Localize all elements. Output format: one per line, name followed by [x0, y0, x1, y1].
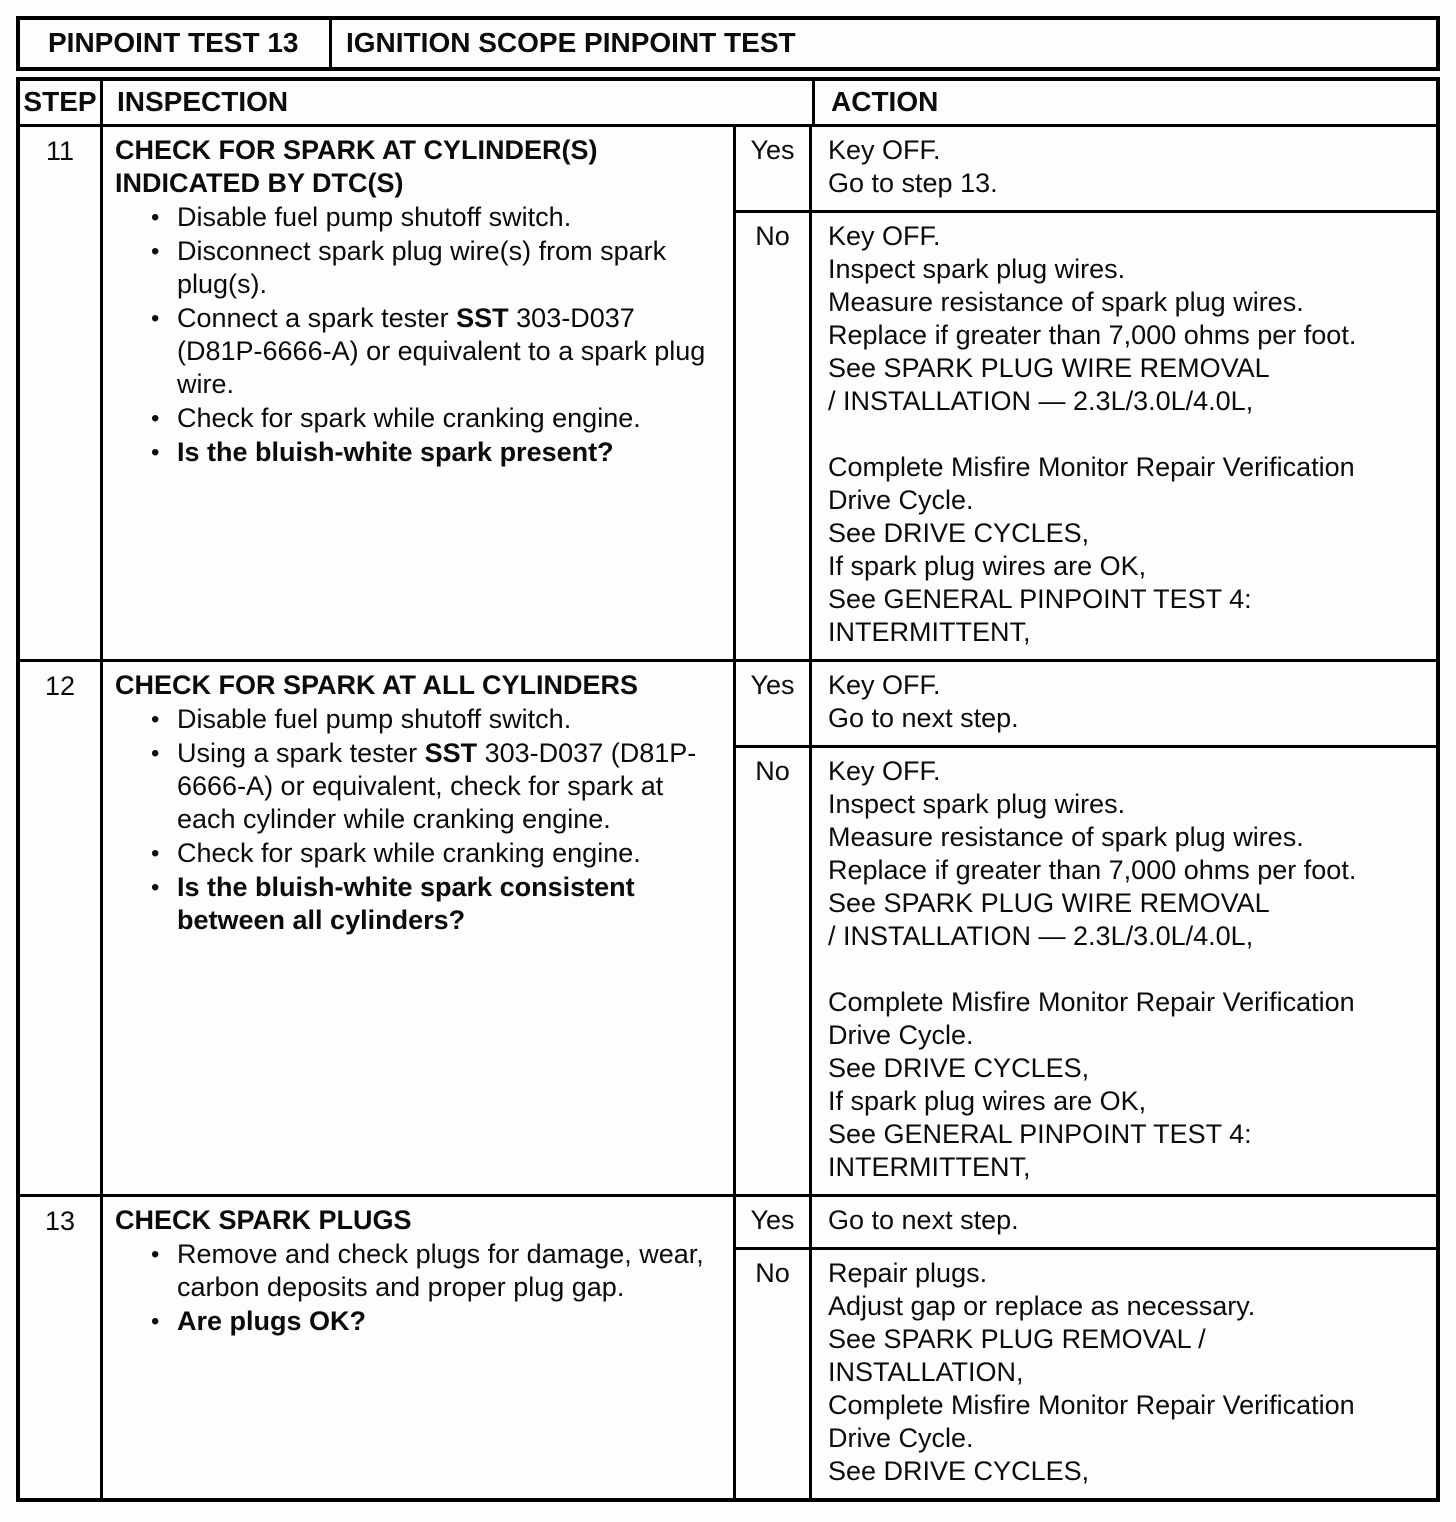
bullet-item [115, 871, 719, 937]
step-row [20, 1194, 1436, 1498]
outcome-row [736, 127, 1436, 210]
action-column-header: ACTION [831, 86, 939, 117]
answer-cell: Yes [736, 662, 812, 745]
action-line: INTERMITTENT, [828, 1152, 1031, 1182]
bullet-text: Disable fuel pump shutoff switch. [177, 202, 572, 232]
bullet-item [115, 402, 719, 435]
bullet-icon: • [151, 840, 160, 867]
bullet-icon: • [151, 305, 160, 332]
bullet-icon: • [151, 740, 160, 767]
action-line [828, 953, 1426, 986]
bullet-list [115, 1238, 719, 1338]
action-cell [812, 1197, 1436, 1247]
action-line: / INSTALLATION — 2.3L/3.0L/4.0L, [828, 921, 1254, 951]
inspection-title: CHECK FOR SPARK AT ALL CYLINDERS [115, 670, 639, 700]
action-line: Complete Misfire Monitor Repair Verification [828, 1390, 1355, 1420]
bullet-text: Using a spark tester SST 303-D037 (D81P-6666-A) or equivalent, check for spark at each cylinder while cranking engine. [177, 738, 697, 834]
outcomes [736, 662, 1436, 1194]
step-number: 12 [20, 662, 103, 1194]
action-line: Replace if greater than 7,000 ohms per foot. [828, 320, 1357, 350]
action-line: See DRIVE CYCLES, [828, 518, 1090, 548]
action-line: Drive Cycle. [828, 1423, 974, 1453]
action-line: Complete Misfire Monitor Repair Verification [828, 452, 1355, 482]
inspection-cell [103, 662, 736, 1194]
action-line: INSTALLATION, [828, 1357, 1024, 1387]
diagnostic-table [16, 77, 1440, 1502]
inspection-title: CHECK FOR SPARK AT CYLINDER(S) INDICATED BY DTC(S) [115, 135, 598, 198]
action-line: Drive Cycle. [828, 485, 974, 515]
bullet-icon: • [151, 1308, 160, 1335]
action-line: See GENERAL PINPOINT TEST 4: [828, 1119, 1252, 1149]
outcome-row [736, 1197, 1436, 1247]
bullet-item [115, 235, 719, 301]
action-line: Replace if greater than 7,000 ohms per foot. [828, 855, 1357, 885]
bullet-item [115, 436, 719, 469]
outcomes [736, 127, 1436, 659]
action-line: See DRIVE CYCLES, [828, 1053, 1090, 1083]
bullet-item [115, 1305, 719, 1338]
answer-cell: No [736, 1250, 812, 1498]
bullet-list [115, 703, 719, 937]
action-line [828, 418, 1426, 451]
bullet-icon: • [151, 439, 160, 466]
bullet-item [115, 302, 719, 401]
step-column-header: STEP [20, 81, 103, 124]
bullet-text: Check for spark while cranking engine. [177, 403, 641, 433]
action-line: See SPARK PLUG WIRE REMOVAL [828, 888, 1270, 918]
action-line: If spark plug wires are OK, [828, 1086, 1147, 1116]
action-line: Go to step 13. [828, 168, 998, 198]
bullet-text: Are plugs OK? [177, 1306, 367, 1336]
action-line: Drive Cycle. [828, 1020, 974, 1050]
bullet-item [115, 837, 719, 870]
bullet-icon: • [151, 874, 160, 901]
bullet-item [115, 737, 719, 836]
action-line: See SPARK PLUG REMOVAL / [828, 1324, 1206, 1354]
outcomes [736, 1197, 1436, 1498]
action-line: See GENERAL PINPOINT TEST 4: [828, 584, 1252, 614]
action-line: Key OFF. [828, 670, 941, 700]
bullet-icon: • [151, 706, 160, 733]
outcome-row [736, 1247, 1436, 1498]
column-header-row [20, 81, 1436, 127]
bullet-text: Is the bluish-white spark present? [177, 437, 614, 467]
action-line: INTERMITTENT, [828, 617, 1031, 647]
action-line: See DRIVE CYCLES, [828, 1456, 1090, 1486]
step-row [20, 659, 1436, 1194]
action-line: Measure resistance of spark plug wires. [828, 287, 1304, 317]
outcome-row [736, 210, 1436, 659]
inspection-cell [103, 127, 736, 659]
action-line: See SPARK PLUG WIRE REMOVAL [828, 353, 1270, 383]
test-number-label: PINPOINT TEST 13 [20, 20, 332, 67]
inspection-column-header: INSPECTION [103, 81, 815, 124]
action-line: If spark plug wires are OK, [828, 551, 1147, 581]
answer-cell: Yes [736, 127, 812, 210]
bullet-text: Check for spark while cranking engine. [177, 838, 641, 868]
pinpoint-test-table [16, 16, 1440, 1502]
action-line: Inspect spark plug wires. [828, 789, 1126, 819]
action-line: Inspect spark plug wires. [828, 254, 1126, 284]
bullet-icon: • [151, 204, 160, 231]
action-cell [812, 748, 1436, 1194]
bullet-text: Is the bluish-white spark consistent between all cylinders? [177, 872, 635, 935]
action-cell [812, 213, 1436, 659]
action-cell [812, 127, 1436, 210]
bullet-item [115, 703, 719, 736]
bullet-icon: • [151, 238, 160, 265]
table-title-bar [16, 16, 1440, 71]
bullet-text: Disconnect spark plug wire(s) from spark plug(s). [177, 236, 667, 299]
action-line: Adjust gap or replace as necessary. [828, 1291, 1256, 1321]
action-cell [812, 1250, 1436, 1498]
action-line: Key OFF. [828, 221, 941, 251]
action-line: Complete Misfire Monitor Repair Verification [828, 987, 1355, 1017]
step-row [20, 127, 1436, 659]
bullet-text: Disable fuel pump shutoff switch. [177, 704, 572, 734]
bullet-item [115, 201, 719, 234]
action-line: Go to next step. [828, 1205, 1019, 1235]
outcome-row [736, 662, 1436, 745]
answer-cell: No [736, 213, 812, 659]
outcome-row [736, 745, 1436, 1194]
bullet-list [115, 201, 719, 469]
action-line: Repair plugs. [828, 1258, 988, 1288]
inspection-cell [103, 1197, 736, 1498]
step-number: 11 [20, 127, 103, 659]
action-line: / INSTALLATION — 2.3L/3.0L/4.0L, [828, 386, 1254, 416]
action-line: Measure resistance of spark plug wires. [828, 822, 1304, 852]
answer-cell: Yes [736, 1197, 812, 1247]
action-line: Go to next step. [828, 703, 1019, 733]
step-number: 13 [20, 1197, 103, 1498]
test-name-label: IGNITION SCOPE PINPOINT TEST [346, 27, 796, 58]
answer-cell: No [736, 748, 812, 1194]
bullet-text: Connect a spark tester SST 303-D037 (D81P-6666-A) or equivalent to a spark plug wire. [177, 303, 706, 399]
table-body [20, 127, 1436, 1498]
bullet-icon: • [151, 1241, 160, 1268]
action-cell [812, 662, 1436, 745]
bullet-text: Remove and check plugs for damage, wear, carbon deposits and proper plug gap. [177, 1239, 704, 1302]
inspection-title: CHECK SPARK PLUGS [115, 1205, 412, 1235]
bullet-icon: • [151, 405, 160, 432]
action-line: Key OFF. [828, 756, 941, 786]
bullet-item [115, 1238, 719, 1304]
action-line: Key OFF. [828, 135, 941, 165]
